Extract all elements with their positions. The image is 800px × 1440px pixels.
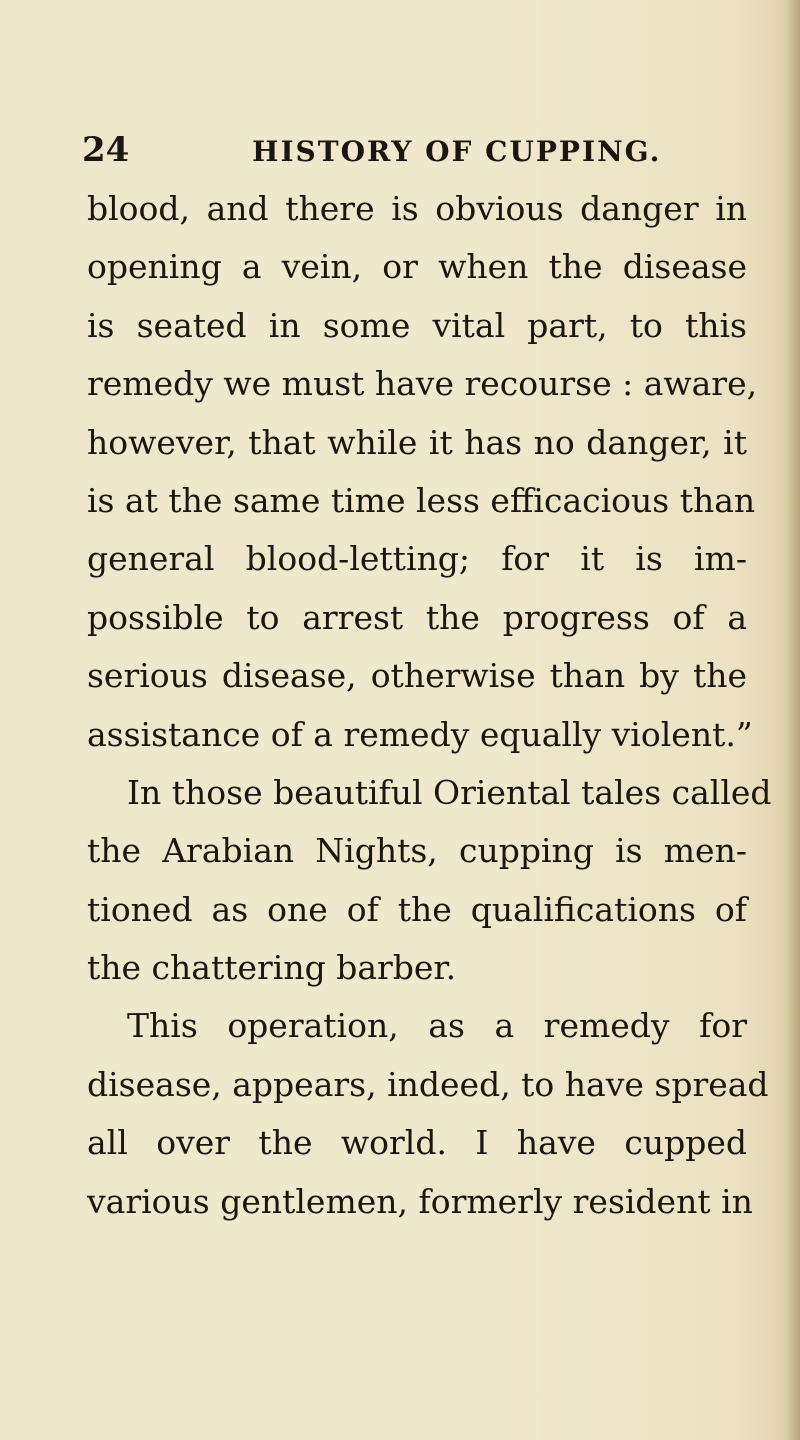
text-line: opening a vein, or when the disease [87,247,747,287]
text-line: remedy we must have recourse : aware, [87,364,758,404]
text-line: however, that while it has no danger, it [87,422,747,462]
body-text [87,180,772,1231]
text-line: disease, appears, indeed, to have spread [87,1064,769,1104]
running-head [82,130,722,170]
text-line: possible to arrest the progress of a [87,597,747,637]
text-line-paragraph-start: This operation, as a remedy for [127,1006,747,1046]
text-line: tioned as one of the qualifications of [87,889,747,929]
text-line: general blood-letting; for it is im- [87,539,747,579]
text-line: various gentlemen, formerly resident in [87,1181,753,1221]
text-line: serious disease, otherwise than by the [87,656,747,696]
page-number: 24 [82,130,130,170]
page-edge-shadow [786,0,800,1440]
text-line: is at the same time less efficacious than [87,480,756,520]
text-line: is seated in some vital part, to this [87,305,747,345]
text-line: assistance of a remedy equally violent.” [87,714,753,754]
text-line-paragraph-end: the chattering barber. [87,948,457,988]
text-line: the Arabian Nights, cupping is men- [87,831,747,871]
text-line: blood, and there is obvious danger in [87,189,747,228]
text-line-paragraph-start: In those beautiful Oriental tales called [127,772,772,812]
running-title: HISTORY OF CUPPING. [252,135,662,168]
text-line: all over the world. I have cupped [87,1123,747,1163]
